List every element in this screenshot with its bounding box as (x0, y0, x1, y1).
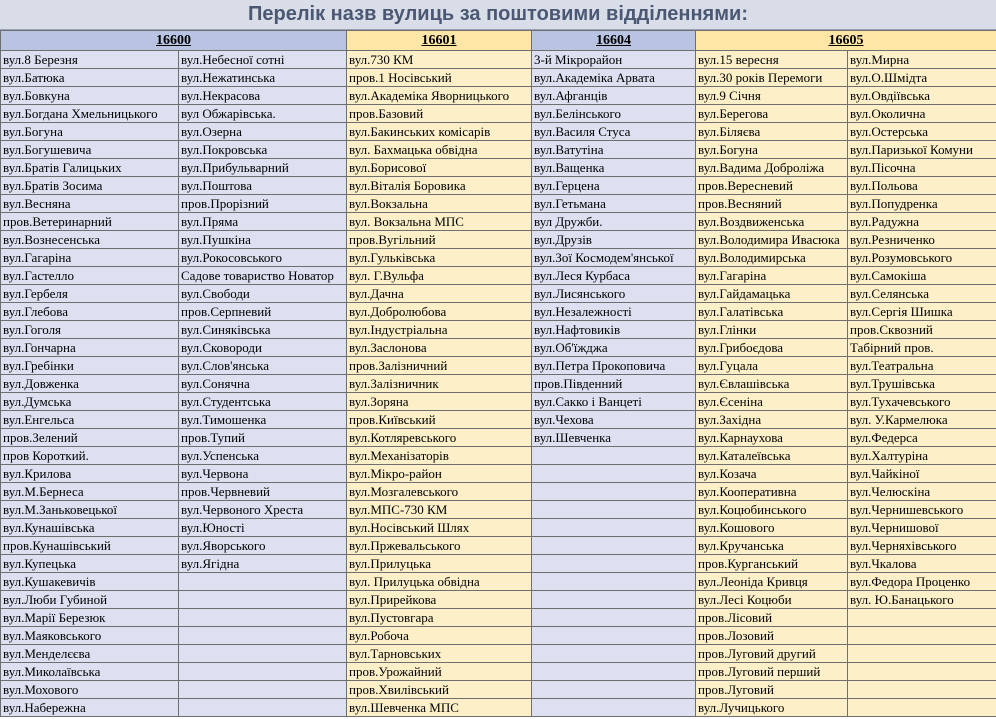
header-row (1, 31, 996, 51)
street-cell-office-16605-col2: вул.О.Шмідта (848, 69, 996, 87)
street-cell-office-16604 (532, 483, 696, 501)
street-cell-office-16600-col1: вул.Вознесенська (1, 231, 179, 249)
street-cell-office-16605-col1: вул.Богуна (696, 141, 848, 159)
street-cell-office-16604: вул.Белінського (532, 105, 696, 123)
street-cell-office-16605-col1: вул.15 вересня (696, 51, 848, 69)
street-cell-office-16605-col2: вул.Селянська (848, 285, 996, 303)
street-cell-office-16605-col2: вул. У.Кармелюка (848, 411, 996, 429)
street-cell-office-16600-col2: вул.Тимошенка (179, 411, 347, 429)
street-cell-office-16605-col2: вул.Черняхівського (848, 537, 996, 555)
street-cell-office-16601: вул.Добролюбова (347, 303, 532, 321)
street-cell-office-16600-col2: пров.Червневий (179, 483, 347, 501)
table-row (1, 483, 996, 501)
street-cell-office-16605-col2: вул.Халтуріна (848, 447, 996, 465)
street-cell-office-16601: пров.Залізничний (347, 357, 532, 375)
street-cell-office-16600-col2 (179, 591, 347, 609)
street-cell-office-16600-col2: пров.Прорізний (179, 195, 347, 213)
street-cell-office-16600-col2: вул.Небесної сотні (179, 51, 347, 69)
street-cell-office-16605-col2: вул.Федерса (848, 429, 996, 447)
street-cell-office-16604 (532, 609, 696, 627)
street-cell-office-16600-col1: вул.Батюка (1, 69, 179, 87)
street-cell-office-16604: вул Дружби. (532, 213, 696, 231)
table-row (1, 123, 996, 141)
street-cell-office-16600-col2 (179, 681, 347, 699)
street-cell-office-16605-col1: пров.Луговий (696, 681, 848, 699)
street-cell-office-16600-col1: вул.Кунашівська (1, 519, 179, 537)
street-cell-office-16600-col1: вул.Гребінки (1, 357, 179, 375)
street-cell-office-16605-col1: вул.Біляєва (696, 123, 848, 141)
street-cell-office-16600-col1: пров Короткий. (1, 447, 179, 465)
street-cell-office-16604 (532, 537, 696, 555)
street-cell-office-16600-col1: вул.Енгельса (1, 411, 179, 429)
street-cell-office-16600-col2: вул Обжарівська. (179, 105, 347, 123)
street-cell-office-16605-col1: вул.Єсеніна (696, 393, 848, 411)
street-cell-office-16605-col2: вул.Пісочна (848, 159, 996, 177)
street-cell-office-16600-col1: вул.Купецька (1, 555, 179, 573)
street-cell-office-16604: вул.Ватутіна (532, 141, 696, 159)
street-cell-office-16604 (532, 519, 696, 537)
street-cell-office-16600-col1: вул.Крилова (1, 465, 179, 483)
street-cell-office-16605-col2: вул.Польова (848, 177, 996, 195)
street-cell-office-16605-col2: вул.Овдіївська (848, 87, 996, 105)
street-cell-office-16604 (532, 501, 696, 519)
street-cell-office-16605-col1: пров.Весняний (696, 195, 848, 213)
street-cell-office-16605-col1: вул.Кооперативна (696, 483, 848, 501)
table-row (1, 411, 996, 429)
street-cell-office-16600-col1: вул.Гербеля (1, 285, 179, 303)
street-cell-office-16605-col2: вул.Околична (848, 105, 996, 123)
street-cell-office-16601: вул.Академіка Яворницького (347, 87, 532, 105)
street-cell-office-16605-col2: вул.Чернишевського (848, 501, 996, 519)
table-row (1, 69, 996, 87)
street-cell-office-16604: вул.Нафтовиків (532, 321, 696, 339)
street-cell-office-16600-col2 (179, 573, 347, 591)
street-cell-office-16605-col1: вул.Воздвиженська (696, 213, 848, 231)
street-cell-office-16605-col1: вул.Кошового (696, 519, 848, 537)
street-cell-office-16605-col1: пров.Луговий другий (696, 645, 848, 663)
street-cell-office-16604: вул.Леся Курбаса (532, 267, 696, 285)
street-cell-office-16604: вул.Герцена (532, 177, 696, 195)
street-cell-office-16605-col2: вул.Федора Проценко (848, 573, 996, 591)
street-cell-office-16601: вул.Віталія Боровика (347, 177, 532, 195)
street-cell-office-16601: вул.Залізничник (347, 375, 532, 393)
street-cell-office-16605-col1: вул.9 Січня (696, 87, 848, 105)
street-cell-office-16601: вул.Заслонова (347, 339, 532, 357)
street-cell-office-16601: вул. Бахмацька обвідна (347, 141, 532, 159)
street-cell-office-16605-col1: пров.Вересневий (696, 177, 848, 195)
table-row (1, 663, 996, 681)
street-cell-office-16605-col2: вул.Тухачевського (848, 393, 996, 411)
street-cell-office-16601: вул.Борисової (347, 159, 532, 177)
street-cell-office-16600-col1: вул.М.Бернеса (1, 483, 179, 501)
street-cell-office-16600-col2: вул.Синяківська (179, 321, 347, 339)
street-cell-office-16605-col1: вул.Вадима Добролiжа (696, 159, 848, 177)
street-cell-office-16604 (532, 591, 696, 609)
street-cell-office-16600-col2: пров.Серпневий (179, 303, 347, 321)
street-cell-office-16605-col2: вул.Самокіша (848, 267, 996, 285)
street-cell-office-16605-col2: вул.Чкалова (848, 555, 996, 573)
street-cell-office-16604 (532, 627, 696, 645)
street-cell-office-16600-col2: вул.Яворського (179, 537, 347, 555)
street-cell-office-16604: 3-й Мікрорайон (532, 51, 696, 69)
street-cell-office-16601: вул.Зоряна (347, 393, 532, 411)
table-row (1, 465, 996, 483)
street-cell-office-16600-col1: вул.Богуна (1, 123, 179, 141)
table-row (1, 159, 996, 177)
street-cell-office-16604: вул.Чехова (532, 411, 696, 429)
street-cell-office-16604 (532, 465, 696, 483)
street-cell-office-16604 (532, 447, 696, 465)
street-cell-office-16600-col1: пров.Кунашівський (1, 537, 179, 555)
table-row (1, 141, 996, 159)
street-cell-office-16605-col2: вул.Сергія Шишка (848, 303, 996, 321)
street-cell-office-16600-col2: вул.Ягідна (179, 555, 347, 573)
street-cell-office-16600-col2 (179, 663, 347, 681)
table-row (1, 213, 996, 231)
header-16600: 16600 (1, 31, 347, 51)
street-cell-office-16605-col1: вул.Лучицького (696, 699, 848, 717)
street-cell-office-16600-col2 (179, 699, 347, 717)
street-cell-office-16600-col2: вул.Юності (179, 519, 347, 537)
street-cell-office-16601: вул. Г.Вульфа (347, 267, 532, 285)
street-cell-office-16604: вул.Петра Прокоповича (532, 357, 696, 375)
street-cell-office-16600-col2 (179, 609, 347, 627)
street-cell-office-16600-col2 (179, 627, 347, 645)
street-cell-office-16605-col2: вул.Чайкіної (848, 465, 996, 483)
street-cell-office-16600-col1: вул.Кушакевичів (1, 573, 179, 591)
street-cell-office-16605-col1: пров.Луговий перший (696, 663, 848, 681)
street-cell-office-16605-col1: вул.Галатівська (696, 303, 848, 321)
table-row (1, 573, 996, 591)
street-cell-office-16605-col1: вул.Берегова (696, 105, 848, 123)
street-cell-office-16604 (532, 573, 696, 591)
street-cell-office-16601: вул. Прилуцька обвідна (347, 573, 532, 591)
street-cell-office-16605-col1: вул.Лесі Коцюби (696, 591, 848, 609)
street-cell-office-16601: вул.Вокзальна (347, 195, 532, 213)
street-cell-office-16600-col1: вул.Менделєєва (1, 645, 179, 663)
table-row (1, 393, 996, 411)
street-cell-office-16604 (532, 555, 696, 573)
street-cell-office-16600-col2: вул.Озерна (179, 123, 347, 141)
street-cell-office-16605-col2: вул. Ю.Банацького (848, 591, 996, 609)
street-cell-office-16601: вул.Прилуцька (347, 555, 532, 573)
street-cell-office-16601: вул.Мозгалевського (347, 483, 532, 501)
street-cell-office-16601: вул.Котляревського (347, 429, 532, 447)
table-row (1, 519, 996, 537)
street-cell-office-16605-col1: вул.Західна (696, 411, 848, 429)
street-cell-office-16605-col1: вул.Гайдамацька (696, 285, 848, 303)
table-row (1, 609, 996, 627)
header-16601: 16601 (347, 31, 532, 51)
street-cell-office-16604 (532, 645, 696, 663)
street-cell-office-16600-col2: вул.Сковороди (179, 339, 347, 357)
street-cell-office-16601: пров.1 Носівський (347, 69, 532, 87)
street-cell-office-16604: вул.Об'їжджа (532, 339, 696, 357)
street-cell-office-16605-col1: вул.Володимира Ивасюка (696, 231, 848, 249)
street-cell-office-16604: вул.Шевченка (532, 429, 696, 447)
street-cell-office-16604: вул.Ващенка (532, 159, 696, 177)
street-cell-office-16600-col2: вул.Нежатинська (179, 69, 347, 87)
street-cell-office-16601: пров.Хвилівський (347, 681, 532, 699)
street-cell-office-16600-col2: вул.Прибульварний (179, 159, 347, 177)
street-cell-office-16605-col2 (848, 699, 996, 717)
street-cell-office-16600-col2: пров.Тупий (179, 429, 347, 447)
street-cell-office-16600-col1: вул.Братів Зосима (1, 177, 179, 195)
table-row (1, 105, 996, 123)
header-16605: 16605 (696, 31, 996, 51)
street-cell-office-16605-col2: вул.Остерська (848, 123, 996, 141)
table-row (1, 87, 996, 105)
street-cell-office-16604: вул.Василя Стуса (532, 123, 696, 141)
street-cell-office-16605-col1: вул.30 років Перемоги (696, 69, 848, 87)
street-cell-office-16601: пров.Київський (347, 411, 532, 429)
street-cell-office-16605-col1: вул.Гагаріна (696, 267, 848, 285)
street-cell-office-16605-col2 (848, 681, 996, 699)
street-cell-office-16600-col1: вул.Маяковського (1, 627, 179, 645)
street-cell-office-16601: вул.Шевченка МПС (347, 699, 532, 717)
street-cell-office-16600-col2: вул.Слов'янська (179, 357, 347, 375)
street-cell-office-16605-col1: вул.Козача (696, 465, 848, 483)
table-row (1, 339, 996, 357)
table-row (1, 627, 996, 645)
street-cell-office-16605-col2 (848, 645, 996, 663)
street-cell-office-16601: вул.Пустовгара (347, 609, 532, 627)
street-cell-office-16604: вул.Лисянського (532, 285, 696, 303)
table-row (1, 591, 996, 609)
street-cell-office-16605-col2: вул.Трушівська (848, 375, 996, 393)
street-cell-office-16600-col1: вул.8 Березня (1, 51, 179, 69)
table-row (1, 429, 996, 447)
street-cell-office-16605-col2 (848, 663, 996, 681)
street-cell-office-16600-col2: вул.Успенська (179, 447, 347, 465)
street-cell-office-16600-col2: вул.Пряма (179, 213, 347, 231)
street-cell-office-16605-col2: вул.Чернишової (848, 519, 996, 537)
table-row (1, 321, 996, 339)
street-cell-office-16600-col2: вул.Сонячна (179, 375, 347, 393)
street-cell-office-16605-col1: пров.Курганський (696, 555, 848, 573)
street-cell-office-16605-col1: пров.Лісовий (696, 609, 848, 627)
street-cell-office-16601: пров.Урожайний (347, 663, 532, 681)
street-cell-office-16605-col2: вул.Паризької Комуни (848, 141, 996, 159)
street-cell-office-16600-col2: вул.Пушкіна (179, 231, 347, 249)
street-cell-office-16601: вул.Бакинських комісарів (347, 123, 532, 141)
street-cell-office-16601: вул.Тарновських (347, 645, 532, 663)
street-cell-office-16600-col2 (179, 645, 347, 663)
table-row (1, 231, 996, 249)
table-row (1, 51, 996, 69)
street-cell-office-16600-col1: вул.Марії Березюк (1, 609, 179, 627)
street-cell-office-16604: вул.Зої Космодем'янської (532, 249, 696, 267)
street-cell-office-16600-col2: вул.Поштова (179, 177, 347, 195)
street-cell-office-16600-col1: вул.Гастелло (1, 267, 179, 285)
street-cell-office-16605-col2: вул.Театральна (848, 357, 996, 375)
street-cell-office-16601: вул.Індустріальна (347, 321, 532, 339)
street-cell-office-16600-col1: вул.М.Заньковецької (1, 501, 179, 519)
street-cell-office-16601: вул.Прирейкова (347, 591, 532, 609)
street-cell-office-16605-col1: вул.Карнаухова (696, 429, 848, 447)
street-cell-office-16605-col2: Табірний пров. (848, 339, 996, 357)
street-cell-office-16601: вул.Робоча (347, 627, 532, 645)
street-cell-office-16600-col2: вул.Свободи (179, 285, 347, 303)
street-cell-office-16605-col2: вул.Попудренка (848, 195, 996, 213)
street-cell-office-16600-col1: вул.Довженка (1, 375, 179, 393)
street-cell-office-16604: вул.Гетьмана (532, 195, 696, 213)
header-16604: 16604 (532, 31, 696, 51)
street-cell-office-16600-col1: вул.Набережна (1, 699, 179, 717)
table-row (1, 249, 996, 267)
street-cell-office-16600-col2: вул.Студентська (179, 393, 347, 411)
street-cell-office-16605-col1: вул.Коцюбинського (696, 501, 848, 519)
page-title: Перелік назв вулиць за поштовими відділеннями: (0, 0, 996, 30)
street-cell-office-16601: вул.Механізаторів (347, 447, 532, 465)
street-cell-office-16605-col2: пров.Сквозний (848, 321, 996, 339)
table-row (1, 537, 996, 555)
street-cell-office-16600-col1: вул.Люби Губиной (1, 591, 179, 609)
street-cell-office-16600-col2: вул.Покровська (179, 141, 347, 159)
street-cell-office-16605-col2: вул.Розумовського (848, 249, 996, 267)
street-cell-office-16604 (532, 699, 696, 717)
street-cell-office-16605-col2: вул.Резниченко (848, 231, 996, 249)
streets-table (0, 30, 996, 717)
street-cell-office-16600-col1: вул.Миколаївська (1, 663, 179, 681)
street-cell-office-16605-col1: вул.Грибоєдова (696, 339, 848, 357)
street-cell-office-16601: вул.МПС-730 КМ (347, 501, 532, 519)
street-cell-office-16605-col2: вул.Мирна (848, 51, 996, 69)
street-cell-office-16600-col1: вул.Думська (1, 393, 179, 411)
street-cell-office-16600-col1: вул.Гончарна (1, 339, 179, 357)
table-row (1, 645, 996, 663)
table-row (1, 195, 996, 213)
street-cell-office-16601: пров.Вугільний (347, 231, 532, 249)
street-cell-office-16605-col1: вул.Кручанська (696, 537, 848, 555)
street-cell-office-16601: вул. Вокзальна МПС (347, 213, 532, 231)
street-cell-office-16600-col2: вул.Рокосовського (179, 249, 347, 267)
table-row (1, 699, 996, 717)
street-cell-office-16600-col1: вул.Братів Галицьких (1, 159, 179, 177)
street-cell-office-16601: вул.Мікро-район (347, 465, 532, 483)
street-cell-office-16600-col2: вул.Червоного Хреста (179, 501, 347, 519)
street-cell-office-16600-col2: Садове товариство Новатор (179, 267, 347, 285)
street-cell-office-16600-col1: вул.Богушевича (1, 141, 179, 159)
street-cell-office-16600-col1: вул.Весняна (1, 195, 179, 213)
street-cell-office-16601: вул.Пржевальського (347, 537, 532, 555)
street-cell-office-16600-col1: вул.Гоголя (1, 321, 179, 339)
street-cell-office-16600-col1: пров.Ветеринарний (1, 213, 179, 231)
street-cell-office-16605-col1: вул.Леоніда Кривця (696, 573, 848, 591)
street-cell-office-16600-col1: вул.Богдана Хмельницького (1, 105, 179, 123)
street-cell-office-16600-col1: пров.Зелений (1, 429, 179, 447)
street-cell-office-16604: пров.Південний (532, 375, 696, 393)
street-cell-office-16604: вул.Сакко і Ванцеті (532, 393, 696, 411)
street-cell-office-16604 (532, 681, 696, 699)
table-row (1, 303, 996, 321)
street-cell-office-16600-col1: вул.Глебова (1, 303, 179, 321)
street-cell-office-16605-col2: вул.Радужна (848, 213, 996, 231)
street-cell-office-16605-col1: вул.Глінки (696, 321, 848, 339)
street-cell-office-16605-col1: вул.Гуцала (696, 357, 848, 375)
table-row (1, 447, 996, 465)
street-cell-office-16601: пров.Базовий (347, 105, 532, 123)
table-row (1, 681, 996, 699)
street-cell-office-16600-col2: вул.Червона (179, 465, 347, 483)
table-row (1, 267, 996, 285)
street-cell-office-16600-col2: вул.Некрасова (179, 87, 347, 105)
table-row (1, 285, 996, 303)
street-cell-office-16604: вул.Афганців (532, 87, 696, 105)
street-cell-office-16601: вул.Носівський Шлях (347, 519, 532, 537)
street-cell-office-16600-col1: вул.Гагаріна (1, 249, 179, 267)
street-cell-office-16605-col1: вул.Каталеївська (696, 447, 848, 465)
street-cell-office-16601: вул.730 КМ (347, 51, 532, 69)
street-cell-office-16604: вул.Незалежності (532, 303, 696, 321)
street-cell-office-16600-col1: вул.Мохового (1, 681, 179, 699)
street-cell-office-16605-col2 (848, 627, 996, 645)
table-row (1, 357, 996, 375)
street-cell-office-16605-col1: вул.Володимирська (696, 249, 848, 267)
table-row (1, 375, 996, 393)
street-cell-office-16600-col1: вул.Бовкуна (1, 87, 179, 105)
street-cell-office-16601: вул.Дачна (347, 285, 532, 303)
street-cell-office-16605-col1: пров.Лозовий (696, 627, 848, 645)
table-row (1, 501, 996, 519)
street-cell-office-16605-col1: вул.Євлашівська (696, 375, 848, 393)
street-cell-office-16605-col2 (848, 609, 996, 627)
street-cell-office-16604: вул.Друзів (532, 231, 696, 249)
street-cell-office-16604: вул.Академіка Арвата (532, 69, 696, 87)
street-cell-office-16605-col2: вул.Челюскіна (848, 483, 996, 501)
street-cell-office-16604 (532, 663, 696, 681)
street-cell-office-16601: вул.Гульківська (347, 249, 532, 267)
table-row (1, 555, 996, 573)
table-row (1, 177, 996, 195)
